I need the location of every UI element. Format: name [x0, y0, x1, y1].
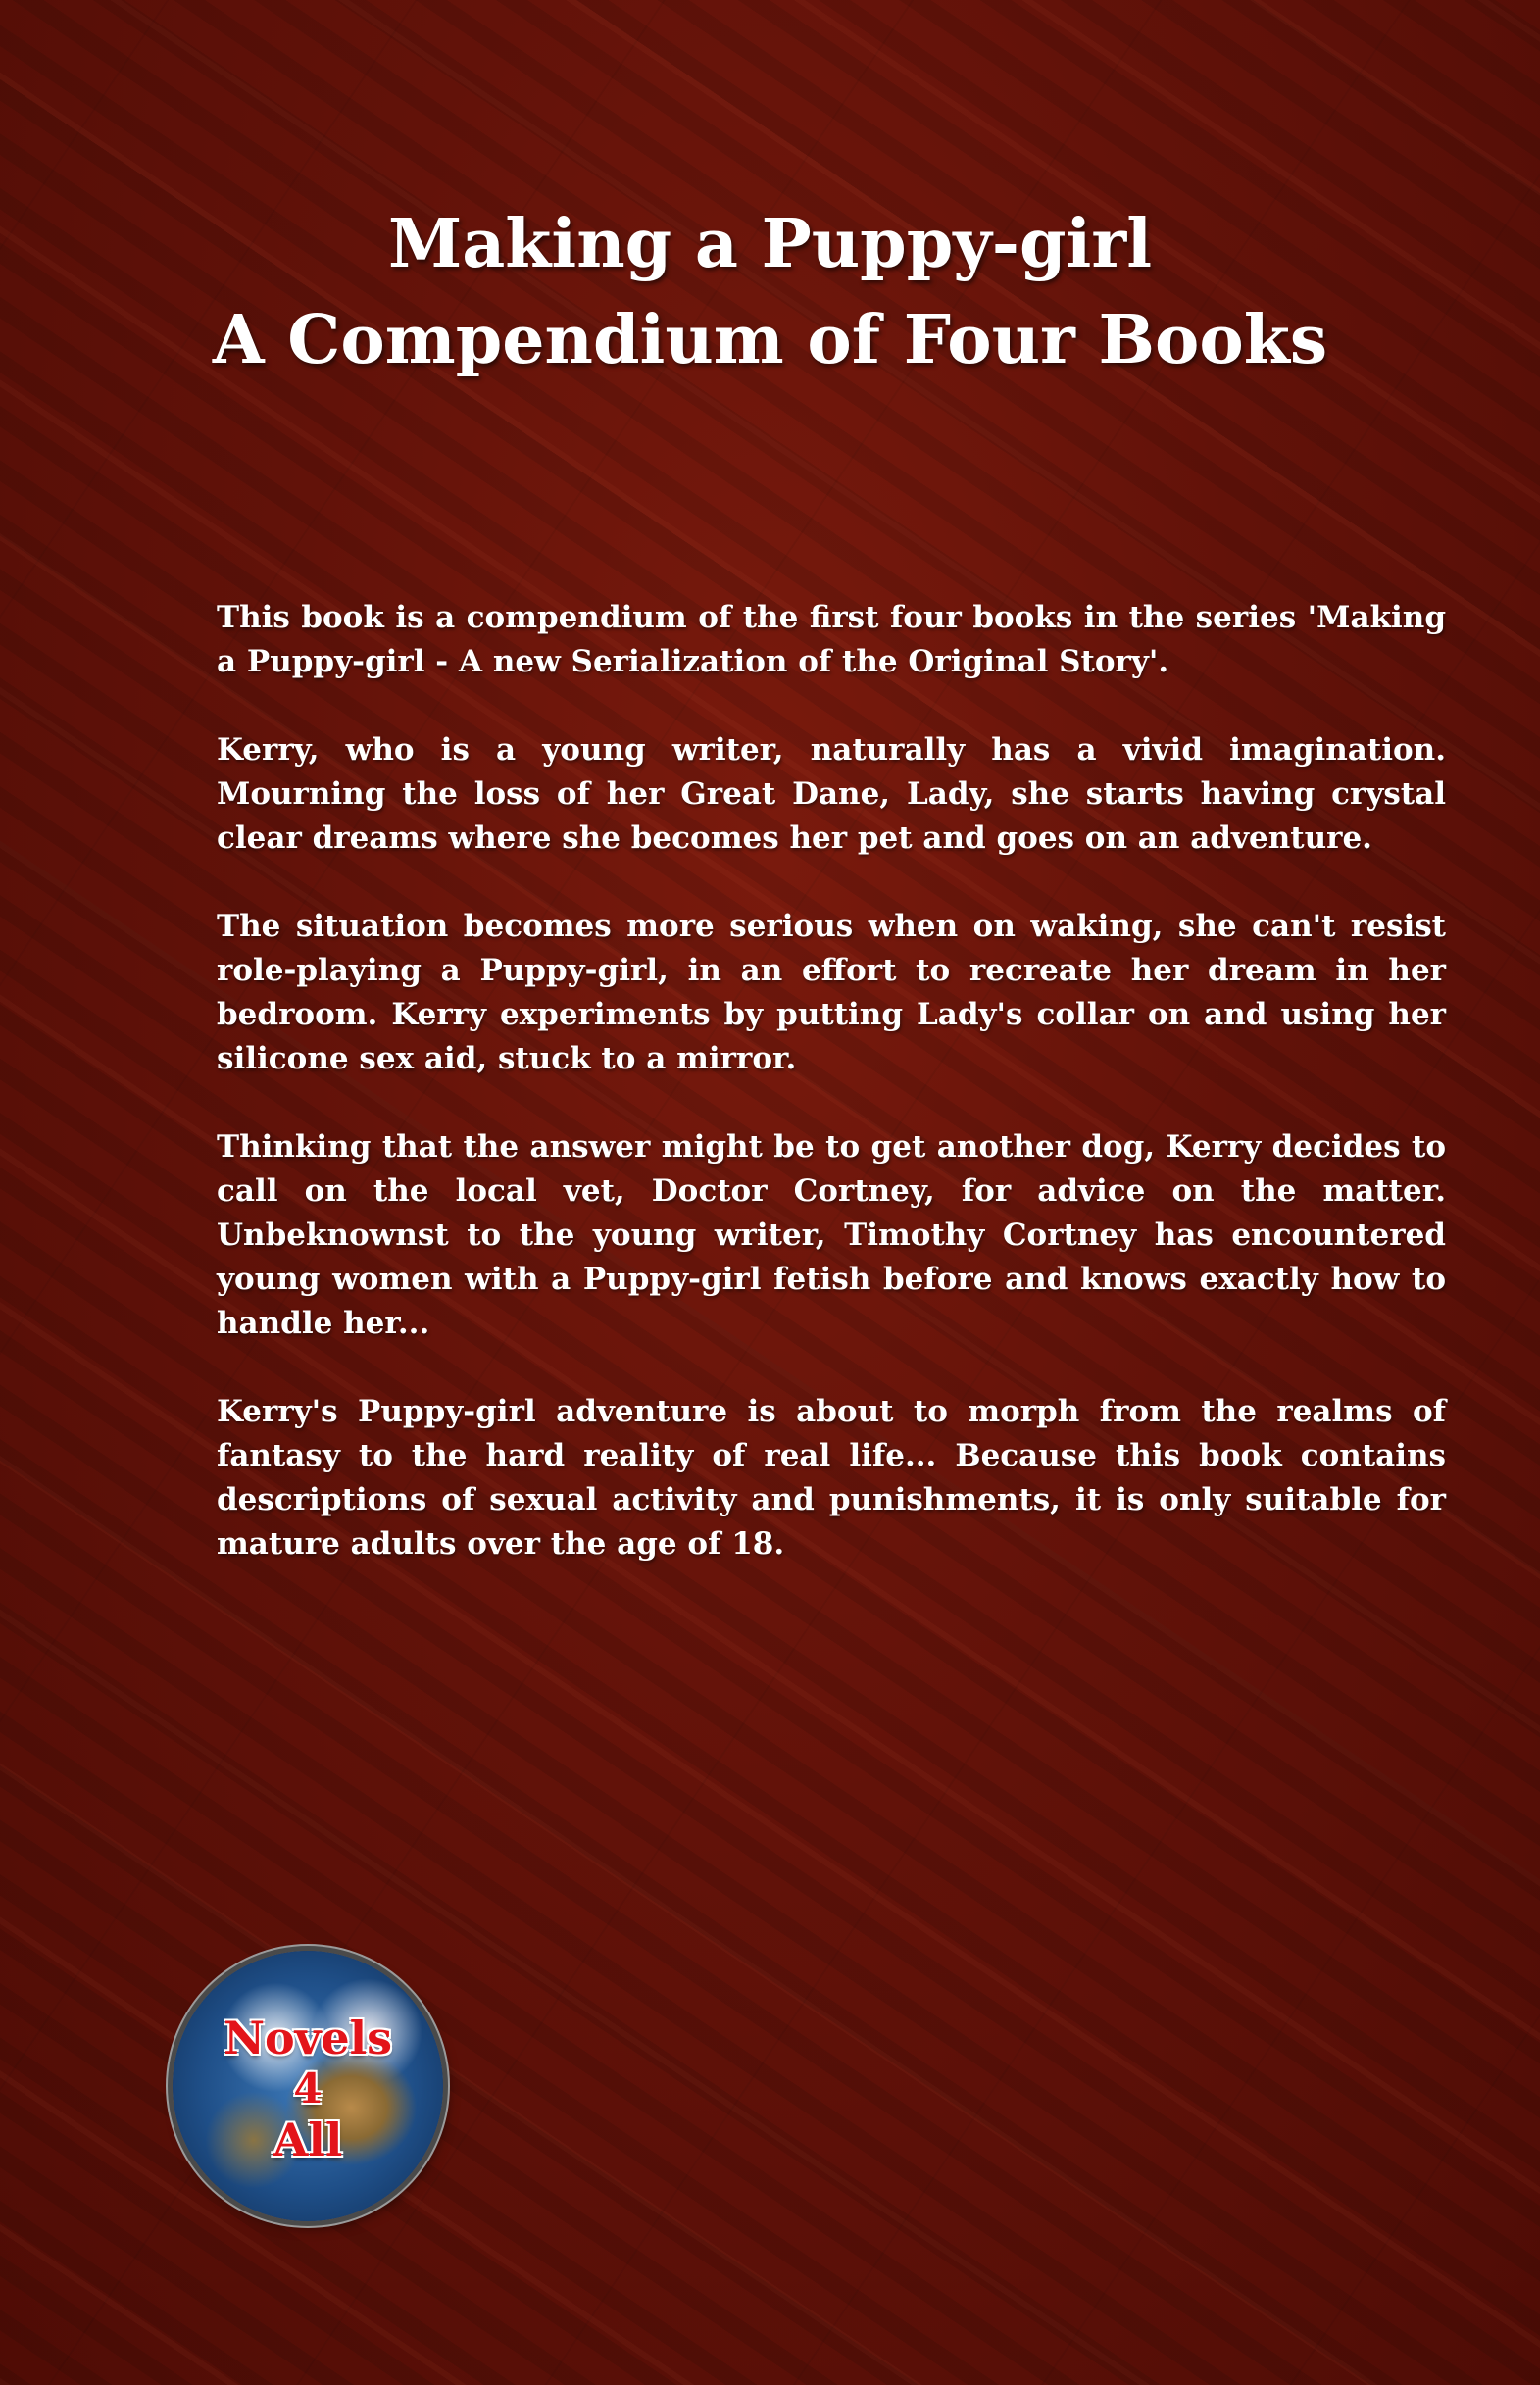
title-line-1: Making a Puppy-girl — [387, 205, 1153, 283]
blurb-paragraph-2: Kerry, who is a young writer, naturally has a vivid imagination. Mourning the loss of her Great Dane, Lady, she starts having crystal clear dreams where she becomes her pet and goes on an adventure. — [217, 732, 1446, 856]
book-blurb — [217, 596, 1446, 1611]
blurb-paragraph-1: This book is a compendium of the first four books in the series 'Making a Puppy-girl - A new Serialization of the Original Story'. — [217, 600, 1446, 679]
blurb-paragraph-5: Kerry's Puppy-girl adventure is about to morph from the realms of fantasy to the hard reality of real life... Because this book contains descriptions of sexual activity and punishments, it is only suitable for mature adults over the age of 18. — [217, 1394, 1446, 1562]
logo-text-line-1: Novels — [223, 2012, 393, 2064]
publisher-logo-globe-icon — [173, 1951, 443, 2221]
blurb-paragraph-3: The situation becomes more serious when on waking, she can't resist role-playing a Puppy-girl, in an effort to recreate her dream in her bedroom. Kerry experiments by putting Lady's collar on and using her silicone sex aid, stuck to a mirror. — [217, 909, 1446, 1076]
book-title — [0, 196, 1540, 388]
blurb-paragraph-4: Thinking that the answer might be to get another dog, Kerry decides to call on the local vet, Doctor Cortney, for advice on the matter. Unbeknownst to the young writer, Timothy Cortney has encountered young women with a Puppy-girl fetish before and knows exactly how to handle her... — [217, 1129, 1446, 1341]
logo-text-line-3: All — [273, 2113, 343, 2166]
logo-text-line-2: 4 — [293, 2064, 323, 2112]
title-line-2: A Compendium of Four Books — [212, 301, 1328, 379]
